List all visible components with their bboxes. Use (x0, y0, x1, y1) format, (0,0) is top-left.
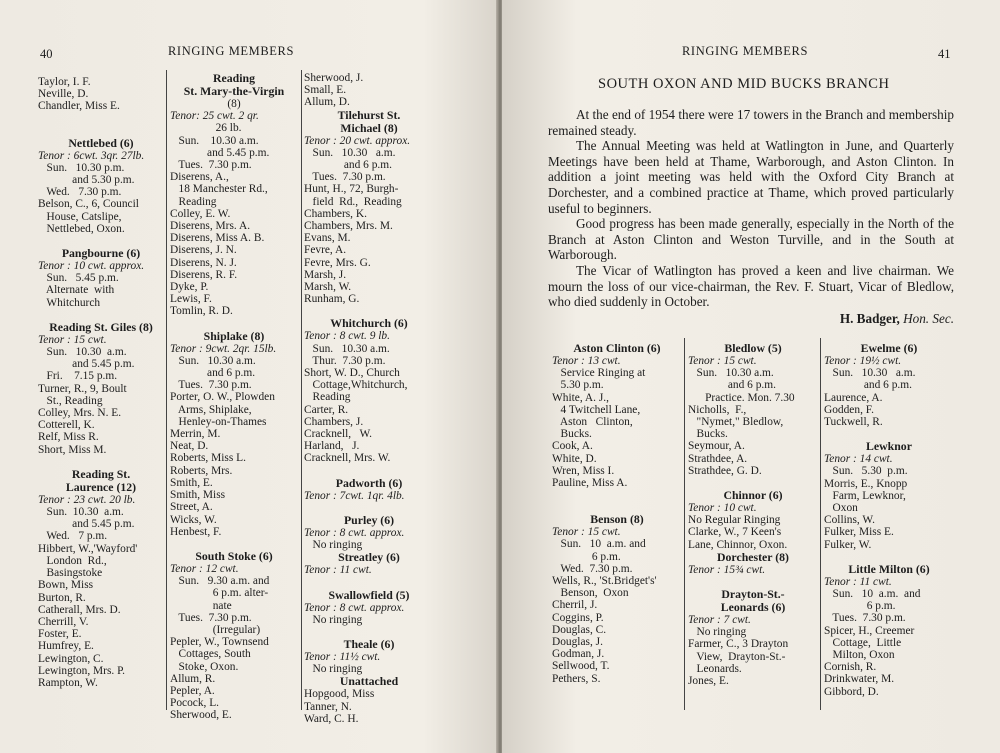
report-paragraph: The Annual Meeting was held at Watlington in June, and Quarterly Meetings have been held at Thame, Warborough, and Aston Clinton. In addition a joint meeting was held with the Oxford City Branch at Dorchester, and a combined practice at Thame, which proved particularly useful to beginners. (548, 138, 954, 216)
right-page (502, 0, 1000, 753)
tenor-weight: Tenor : 11 cwt. (304, 564, 372, 577)
entry-line: Hibbert, W.,'Wayford' (38, 542, 138, 555)
entry-line: Basingstoke (38, 567, 103, 580)
entry-line: Fulker, W. (824, 538, 872, 551)
tower-heading: Theale (6) (343, 636, 395, 651)
tower-heading: Unattached (339, 674, 399, 689)
entry-line: Godden, F. (824, 403, 875, 416)
entry-line: Diserens, R. F. (170, 268, 238, 281)
entry-line: Wed. 7.30 p.m. (552, 562, 633, 575)
entry-line: Small, E. (304, 84, 347, 97)
tower-heading: Tilehurst St. (337, 107, 401, 122)
tower-heading: St. Mary-the-Virgin (183, 84, 285, 98)
entry-line: Spicer, H., Creemer (824, 624, 915, 637)
entry-line: Short, Miss M. (38, 443, 107, 456)
spacer (38, 113, 164, 125)
entry-line: Douglas, C. (552, 623, 607, 636)
entry-line: Lewington, Mrs. P. (38, 664, 126, 677)
entry-line: Pocock, L. (170, 697, 220, 710)
tower-heading: Chinnor (6) (723, 488, 783, 503)
left-page (0, 0, 498, 753)
tenor-weight: Tenor : 15 cwt. (38, 333, 107, 346)
tower-heading: Reading St. Giles (8) (49, 319, 153, 334)
entry-line: Reading (304, 391, 351, 404)
entry-line: 6 p.m. (824, 600, 896, 613)
entry-line: Drinkwater, M. (824, 673, 895, 686)
entry-line: Laurence, A. (824, 391, 883, 404)
entry-line: Tuckwell, R. (824, 416, 883, 429)
entry-line: Strathdee, G. D. (688, 464, 762, 477)
tenor-weight: Tenor : 11½ cwt. (304, 650, 381, 663)
entry-line: Cottage,Whitchurch, (304, 379, 408, 392)
entry-line: Aston Clinton, (552, 416, 633, 429)
tower-heading: Bledlow (5) (724, 341, 782, 355)
tenor-weight: Tenor : 15 cwt. (552, 526, 621, 539)
report-paragraph: At the end of 1954 there were 17 towers in the Branch and membership remained steady. (548, 107, 954, 138)
entry-line: Runham, G. (304, 293, 360, 306)
tower-heading: Padworth (6) (335, 475, 403, 490)
entry-line: Pepler, A. (170, 684, 215, 697)
entry-line: Fri. 7.15 p.m. (38, 370, 118, 383)
entry-line: Sun. 5.45 p.m. (38, 272, 119, 285)
tenor-weight: Tenor : 12 cwt. (170, 562, 239, 575)
entry-line: Alternate with (38, 284, 115, 297)
entry-line: Colley, Mrs. N. E. (38, 407, 122, 420)
entry-line: and 6 p.m. (824, 379, 912, 392)
entry-line: Wed. 7 p.m. (38, 530, 108, 543)
entry-line: Carter, R. (304, 403, 349, 416)
entry-line: London Rd., (38, 554, 107, 567)
column-divider (820, 338, 821, 710)
entry-line: Sun. 10.30 a.m. (304, 342, 390, 355)
running-header-left: RINGING MEMBERS (168, 44, 295, 58)
spacer (304, 465, 434, 477)
entry-line: Farmer, C., 3 Drayton (688, 638, 789, 651)
tower-heading: Laurence (12) (65, 479, 137, 494)
right-column-2 (688, 342, 818, 687)
entry-line: Hopgood, Miss (304, 688, 375, 701)
branch-report (548, 107, 954, 310)
entry-line: Clarke, W., 7 Keen's (688, 526, 782, 539)
entry-line: Diserens, Miss A. B. (170, 232, 265, 245)
entry-line: 6 p.m. alter- (170, 587, 269, 600)
entry-line: Hunt, H., 72, Burgh- (304, 183, 399, 196)
tenor-weight: Tenor : 19½ cwt. (824, 355, 902, 367)
entry-line: Gibbord, D. (824, 685, 879, 698)
entry-line: No ringing (304, 539, 363, 552)
entry-line: Tomlin, R. D. (170, 305, 233, 318)
bell-count: (8) (227, 98, 241, 110)
entry-line: Fevre, Mrs. G. (304, 256, 371, 269)
entry-line: 26 lb. (170, 122, 242, 135)
entry-line: Reading (170, 195, 217, 208)
entry-line: Bucks. (552, 428, 592, 441)
tenor-weight: Tenor : 15¾ cwt. (688, 563, 766, 576)
spacer (38, 125, 164, 137)
entry-line: Relf, Miss R. (38, 431, 99, 444)
entry-line: Henley-on-Thames (170, 415, 267, 428)
entry-line: and 6 p.m. (170, 367, 256, 380)
entry-line: House, Catslipe, (38, 210, 122, 223)
entry-line: Wed. 7.30 p.m. (38, 186, 122, 199)
entry-line: Roberts, Mrs. (170, 464, 233, 477)
entry-line: Cottage, Little (824, 636, 902, 649)
entry-line: Diserens, A., (170, 171, 229, 184)
entry-line: Sun. 10.30 a.m. (170, 354, 256, 367)
entry-line: Sun. 5.30 p.m. (824, 465, 908, 478)
page-number-left: 40 (40, 47, 53, 61)
tenor-weight: Tenor : 8 cwt. approx. (304, 601, 405, 614)
spacer (304, 577, 434, 589)
entry-line: Collins, W. (824, 514, 875, 527)
entry-line: Godman, J. (552, 648, 605, 661)
entry-line: Smith, E. (170, 476, 213, 489)
entry-line: Cherril, J. (552, 599, 598, 612)
entry-line: and 5.45 p.m. (38, 518, 135, 531)
tower-heading: Lewknor (866, 439, 912, 454)
entry-line: Roberts, Miss L. (170, 452, 246, 465)
entry-line: and 5.45 p.m. (38, 358, 135, 371)
entry-line: Arms, Shiplake, (170, 403, 252, 416)
tower-heading: Dorchester (8) (717, 549, 789, 564)
entry-line: Cotterell, K. (38, 419, 95, 432)
running-header-right: RINGING MEMBERS (682, 44, 809, 58)
entry-line: Wells, R., 'St.Bridget's' (552, 575, 657, 588)
entry-line: 18 Manchester Rd., (170, 183, 268, 196)
entry-line: field Rd., Reading (304, 195, 402, 208)
entry-line: Chambers, K. (304, 207, 367, 220)
entry-line: Cornish, R. (824, 661, 877, 674)
tower-heading: Nettlebed (6) (68, 135, 134, 150)
entry-line: 5.30 p.m. (552, 379, 604, 392)
entry-line: and 5.45 p.m. (170, 146, 270, 159)
entry-line: Benson, Oxon (552, 587, 629, 600)
left-column-2 (170, 72, 298, 722)
entry-line: Diserens, Mrs. A. (170, 220, 251, 233)
entry-line: and 6 p.m. (304, 159, 392, 172)
right-column-3 (824, 342, 954, 698)
entry-line: Oxon (824, 502, 858, 515)
tower-heading: Drayton-St.- (721, 587, 785, 602)
entry-line: Strathdee, A. (688, 452, 748, 465)
entry-line: Tues. 7.30 p.m. (170, 379, 252, 392)
entry-line: Turner, R., 9, Boult (38, 382, 127, 395)
entry-line: View, Drayton-St.- (688, 650, 786, 663)
signature (840, 311, 954, 327)
entry-line: Cherrill, V. (38, 615, 89, 628)
entry-line: Sun. 10.30 p.m. (38, 161, 125, 174)
spacer (170, 318, 298, 330)
entry-line: Short, W. D., Church (304, 367, 400, 380)
entry-line: nate (170, 599, 232, 612)
signature-name: H. Badger, (839, 311, 900, 326)
tenor-weight: Tenor : 20 cwt. approx. (304, 134, 411, 147)
entry-line: (Irregular) (170, 623, 261, 636)
entry-line: Humfrey, E. (38, 640, 94, 653)
entry-line: Ward, C. H. (304, 712, 359, 725)
tenor-weight: Tenor : 10 cwt. approx. (38, 260, 145, 273)
tenor-weight: Tenor : 7cwt. 1qr. 4lb. (304, 489, 405, 502)
left-column-3 (304, 72, 434, 725)
entry-line: Coggins, P. (552, 611, 604, 624)
entry-line: Sherwood, J. (304, 72, 364, 84)
tower-heading: Michael (8) (340, 120, 398, 135)
entry-line: Catherall, Mrs. D. (38, 603, 121, 616)
column-divider (301, 70, 302, 710)
entry-line: Lane, Chinnor, Oxon. (688, 538, 788, 551)
entry-line: No ringing (304, 663, 363, 676)
page-number-right: 41 (938, 47, 951, 61)
column-divider (166, 70, 167, 710)
entry-line: Pauline, Miss A. (552, 477, 628, 490)
entry-line: Wren, Miss I. (552, 464, 615, 477)
tower-heading: Pangbourne (6) (61, 246, 141, 261)
entry-line: Rampton, W. (38, 676, 98, 689)
entry-line: Sun. 9.30 a.m. and (170, 575, 270, 588)
entry-line: Bown, Miss (38, 579, 94, 592)
entry-line: Lewis, F. (170, 293, 212, 306)
entry-line: and 5.30 p.m. (38, 174, 135, 187)
tower-heading: South Stoke (6) (195, 548, 273, 563)
entry-line: No Regular Ringing (688, 514, 781, 527)
entry-line: Cracknell, Mrs. W. (304, 452, 391, 465)
tower-heading: Reading St. (71, 466, 131, 481)
entry-line: Chambers, Mrs. M. (304, 220, 393, 233)
entry-line: Milton, Oxon (824, 649, 895, 662)
entry-line: Sun. 10.30 a.m. (824, 367, 916, 380)
entry-line: "Nymet," Bledlow, (688, 416, 784, 429)
entry-line: Nettlebed, Oxon. (38, 222, 125, 235)
tenor-weight: Tenor : 6cwt. 3qr. 27lb. (38, 149, 145, 162)
entry-line: Marsh, W. (304, 281, 352, 294)
entry-line: Fevre, A. (304, 244, 347, 257)
entry-line: Practice. Mon. 7.30 (688, 391, 795, 404)
entry-line: Lewington, C. (38, 652, 104, 665)
entry-line: Chambers, J. (304, 415, 364, 428)
tower-heading: Whitchurch (6) (330, 316, 408, 331)
entry-line: Burton, R. (38, 591, 86, 604)
entry-line: No ringing (304, 613, 363, 626)
entry-line: Merrin, M. (170, 428, 221, 441)
entry-line: Sun. 10 a.m. and (824, 588, 921, 601)
tower-heading: Reading (213, 71, 255, 85)
spacer (552, 489, 682, 501)
entry-line: White, D. (552, 452, 597, 465)
entry-line: No ringing (688, 626, 747, 639)
entry-line: Colley, E. W. (170, 207, 231, 220)
tenor-weight: Tenor : 23 cwt. 20 lb. (38, 493, 136, 506)
entry-line: Bucks. (688, 428, 728, 441)
tower-heading: Little Milton (6) (848, 561, 930, 576)
tower-heading: Shiplake (8) (203, 328, 265, 343)
signature-role: Hon. Sec. (903, 311, 954, 326)
entry-line: Sun. 10.30 a.m. (304, 146, 396, 159)
entry-line: Chandler, Miss E. (38, 100, 120, 113)
entry-line: St., Reading (38, 394, 103, 407)
tenor-weight: Tenor : 9cwt. 2qr. 15lb. (170, 342, 277, 355)
entry-line: Nicholls, F., (688, 403, 747, 416)
entry-line: Neat, D. (170, 440, 209, 453)
right-column-1 (552, 342, 682, 685)
tenor-weight: Tenor: 25 cwt. 2 qr. (170, 110, 259, 123)
entry-line: Foster, E. (38, 628, 82, 641)
tenor-weight: Tenor : 14 cwt. (824, 453, 893, 466)
tower-heading: Benson (8) (590, 512, 644, 527)
entry-line: Sun. 10.30 a.m. (38, 346, 127, 359)
entry-line: Cook, A. (552, 440, 593, 453)
entry-line: Dyke, P. (170, 281, 209, 294)
tenor-weight: Tenor : 8 cwt. 9 lb. (304, 330, 390, 343)
entry-line: Porter, O. W., Plowden (170, 391, 275, 404)
entry-line: Pethers, S. (552, 672, 601, 685)
tenor-weight: Tenor : 8 cwt. approx. (304, 526, 405, 539)
entry-line: Cracknell, W. (304, 428, 373, 441)
entry-line: White, A. J., (552, 391, 609, 404)
tower-heading: Aston Clinton (6) (573, 341, 661, 355)
entry-line: Stoke, Oxon. (170, 660, 239, 673)
entry-line: Harland, J. (304, 440, 360, 453)
entry-line: Sun. 10.30 a.m. (38, 506, 124, 519)
entry-line: Allum, D. (304, 96, 350, 109)
entry-line: Belson, C., 6, Council (38, 198, 139, 211)
entry-line: 6 p.m. (552, 550, 621, 563)
entry-line: Tues. 7.30 p.m. (170, 611, 252, 624)
tower-heading: Swallowfield (5) (328, 587, 410, 602)
entry-line: Thur. 7.30 p.m. (304, 354, 386, 367)
tenor-weight: Tenor : 10 cwt. (688, 502, 757, 515)
entry-line: Smith, Miss (170, 489, 226, 502)
entry-line: Fulker, Miss E. (824, 526, 894, 539)
entry-line: and 6 p.m. (688, 379, 776, 392)
entry-line: Tues. 7.30 p.m. (170, 159, 252, 172)
tower-heading: Ewelme (6) (860, 341, 918, 355)
entry-line: Cottages, South (170, 648, 251, 661)
entry-line: Jones, E. (688, 675, 729, 688)
entry-line: Wicks, W. (170, 513, 217, 526)
tower-heading: Streatley (6) (338, 550, 400, 565)
entry-line: Whitchurch (38, 296, 101, 309)
entry-line: Sun. 10.30 a.m. (688, 367, 774, 380)
entry-line: Tues. 7.30 p.m. (304, 171, 386, 184)
entry-line: Sellwood, T. (552, 660, 610, 673)
entry-line: Pepler, W., Townsend (170, 636, 269, 649)
tenor-weight: Tenor : 13 cwt. (552, 355, 621, 367)
entry-line: Sun. 10 a.m. and (552, 538, 646, 551)
entry-line: Service Ringing at (552, 367, 646, 380)
entry-line: 4 Twitchell Lane, (552, 403, 641, 416)
report-paragraph: The Vicar of Watlington has proved a keen and live chairman. We mourn the loss of our vice-chairman, the Rev. F. Stuart, Vicar of Bledlow, who died suddenly in October. (548, 262, 954, 310)
left-column-1 (38, 76, 164, 689)
entry-line: Diserens, N. J. (170, 256, 237, 269)
entry-line: Street, A. (170, 501, 213, 514)
entry-line: Marsh, J. (304, 268, 347, 281)
entry-line: Taylor, I. F. (38, 76, 91, 88)
entry-line: Henbest, F. (170, 525, 222, 538)
tower-heading: Leonards (6) (720, 600, 786, 615)
entry-line: Tues. 7.30 p.m. (824, 612, 906, 625)
entry-line: Sherwood, E. (170, 709, 232, 722)
entry-line: Sun. 10.30 a.m. (170, 134, 259, 147)
entry-line: Leonards. (688, 662, 742, 675)
report-paragraph: Good progress has been made generally, especially in the North of the Branch at Aston Clinton and Weston Turville, and in the South at Warborough. (548, 216, 954, 263)
tower-heading: Purley (6) (343, 512, 395, 527)
entry-line: Neville, D. (38, 88, 89, 101)
entry-line: Farm, Lewknor, (824, 489, 906, 502)
entry-line: Diserens, J. N. (170, 244, 237, 257)
entry-line: Evans, M. (304, 232, 351, 245)
entry-line: Seymour, A. (688, 440, 745, 453)
column-divider (684, 338, 685, 710)
entry-line: Tanner, N. (304, 700, 352, 713)
entry-line: Douglas, J. (552, 636, 603, 649)
tenor-weight: Tenor : 7 cwt. (688, 614, 751, 627)
entry-line: Morris, E., Knopp (824, 477, 908, 490)
tenor-weight: Tenor : 15 cwt. (688, 355, 757, 367)
branch-title: SOUTH OXON AND MID BUCKS BRANCH (598, 76, 890, 92)
tenor-weight: Tenor : 11 cwt. (824, 575, 892, 588)
entry-line: Allum, R. (170, 672, 216, 685)
